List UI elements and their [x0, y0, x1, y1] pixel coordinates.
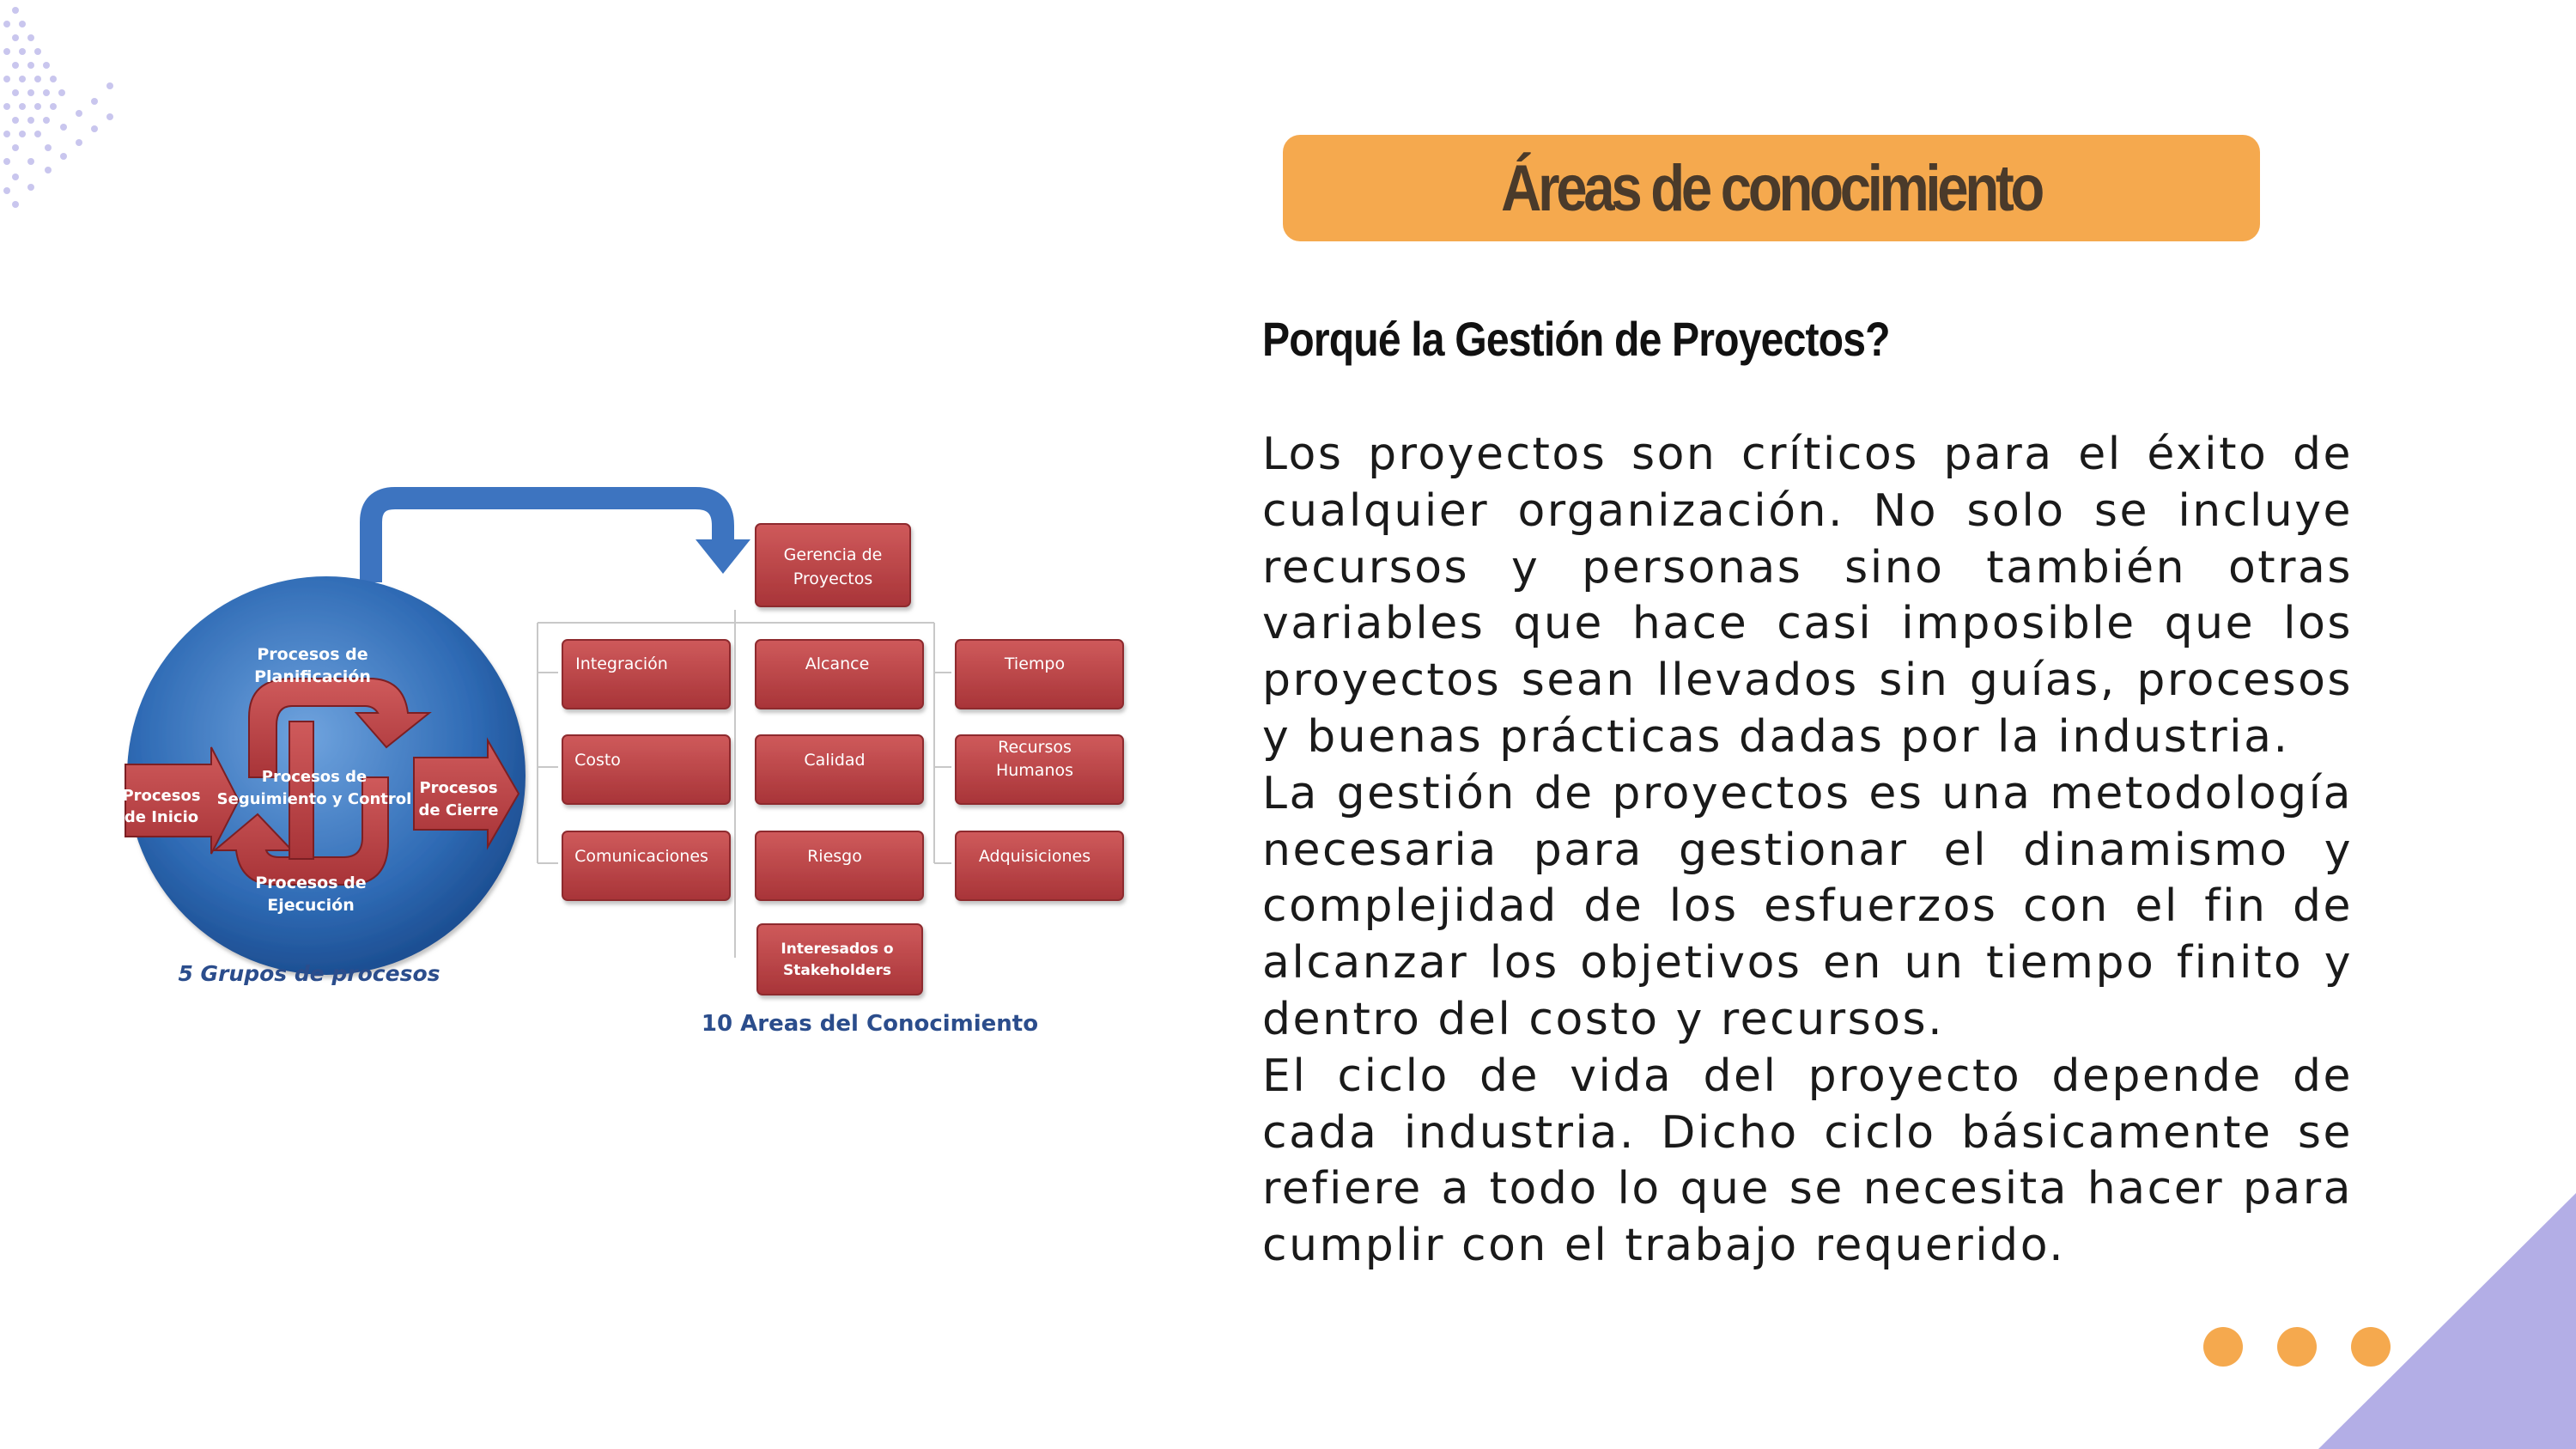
- interesados-label-2: Stakeholders: [782, 962, 892, 979]
- paragraph-1: Los proyectos son críticos para el éxito de cualquier organización. No solo se incluye recursos y personas sino también otras variables que hace casi imposible que los proyectos sean llevados sin guías, procesos y buenas prácticas dadas por la industria.: [1262, 429, 2353, 763]
- decorative-corner-triangle: [2318, 1191, 2576, 1449]
- seguimiento-label-1: Procesos de: [261, 768, 368, 786]
- ejecucion-label-2: Ejecución: [267, 896, 355, 915]
- tiempo-label: Tiempo: [1004, 654, 1066, 673]
- seguimiento-label-2: Seguimiento y Control: [216, 790, 412, 808]
- planificacion-label-1: Procesos de: [257, 645, 368, 664]
- curved-arrow-head: [696, 539, 750, 574]
- alcance-box: [756, 640, 923, 709]
- curved-arrow: [371, 498, 723, 582]
- cierre-label-1: Procesos: [419, 779, 498, 797]
- alcance-label: Alcance: [805, 654, 870, 673]
- integracion-box: [562, 640, 730, 709]
- slide-subtitle: Porqué la Gestión de Proyectos?: [1262, 312, 1890, 366]
- orange-dot-2: [2277, 1327, 2317, 1367]
- cierre-label-2: de Cierre: [418, 801, 499, 819]
- title-banner: [1283, 135, 2260, 241]
- adquisiciones-label: Adquisiciones: [978, 847, 1091, 866]
- gerencia-box: [756, 524, 910, 606]
- costo-label: Costo: [574, 751, 621, 770]
- tiempo-box: [956, 640, 1123, 709]
- gerencia-label-2: Proyectos: [793, 569, 873, 588]
- process-groups-caption: 5 Grupos de procesos: [178, 961, 440, 986]
- calidad-label: Calidad: [804, 751, 866, 770]
- riesgo-label: Riesgo: [807, 847, 862, 866]
- inicio-label-1: Procesos: [122, 787, 201, 805]
- paragraph-3: El ciclo de vida del proyecto depende de cada industria. Dicho ciclo básicamente se refiere a todo lo que se necesita hacer para cumplir con el trabajo requerido.: [1262, 1050, 2353, 1272]
- inicio-label-2: de Inicio: [124, 808, 199, 826]
- interesados-label-1: Interesados o: [781, 941, 894, 958]
- adquisiciones-box: [956, 831, 1123, 900]
- riesgo-box: [756, 831, 923, 900]
- calidad-box: [756, 735, 923, 804]
- knowledge-areas-diagram: [112, 481, 1142, 1065]
- gerencia-label-1: Gerencia de: [783, 545, 883, 564]
- paragraph-2: La gestión de proyectos es una metodología necesaria para gestionar el dinamismo y complejidad de los esfuerzos con el fin de alcanzar los objetivos en un tiempo finito y dentro del costo y recursos.: [1262, 767, 2353, 1045]
- slide-title: Áreas de conocimiento: [1501, 151, 2042, 225]
- ejecucion-label-1: Procesos de: [255, 874, 367, 892]
- comunicaciones-box: [562, 831, 730, 900]
- integracion-label: Integración: [575, 654, 668, 673]
- comunicaciones-label: Comunicaciones: [574, 847, 708, 866]
- costo-box: [562, 735, 730, 804]
- recursos-humanos-label-1: Recursos: [998, 738, 1072, 757]
- areas-caption: 10 Areas del Conocimiento: [701, 1011, 1039, 1037]
- decorative-dot-pattern: [0, 0, 129, 223]
- recursos-humanos-label-2: Humanos: [995, 761, 1074, 780]
- planificacion-label-2: Planificación: [254, 667, 371, 686]
- orange-dot-1: [2203, 1327, 2243, 1367]
- interesados-box: [757, 924, 922, 995]
- body-text: [1262, 427, 2353, 1275]
